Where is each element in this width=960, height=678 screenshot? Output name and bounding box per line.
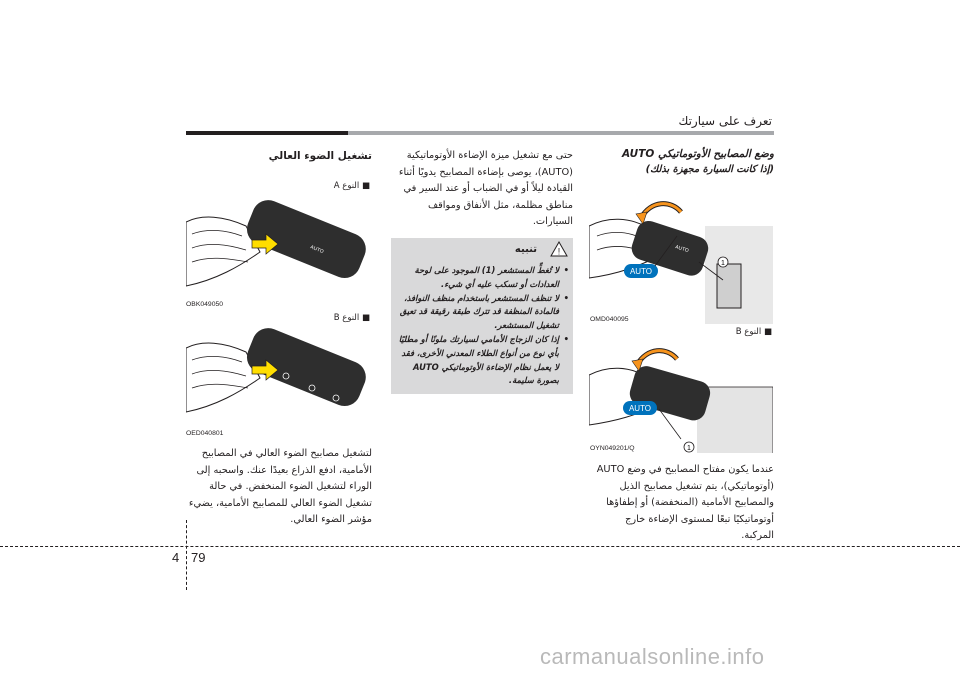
auto-switch-type-b-figure xyxy=(589,343,773,453)
auto-light-subheading: (إذا كانت السيارة مجهزة بذلك) xyxy=(645,164,774,175)
svg-text:AUTO: AUTO xyxy=(674,244,690,255)
high-beam-type-b-figure xyxy=(186,326,370,430)
auto-badge-a: AUTO xyxy=(629,267,653,276)
type-a-label: ■ النوع A xyxy=(333,181,370,191)
watermark: carmanualsonline.info xyxy=(540,644,765,669)
caution-list xyxy=(395,264,569,388)
auto-badge-b: AUTO xyxy=(628,404,652,413)
high-beam-heading: تشغيل الضوء العالي xyxy=(268,150,372,162)
page-header-title: تعرف على سيارتك xyxy=(678,114,772,128)
figure-code-a: OBK049050 xyxy=(186,301,224,308)
high-beam-body: لتشغيل مصابيح الضوء العالي في المصابيح الأمامية، ادفع الذراع بعيدًا عنك. واسحبه إلى الوراء لتشغيل الضوء المنخفض. في حالة تشغيل الضوء العالي للمصابيح الأمامية، يضيء مؤشر الضوء العالي. xyxy=(188,448,372,525)
figure-code-b: OED040801 xyxy=(186,430,224,437)
high-beam-type-a-figure xyxy=(186,196,370,306)
caution-item: • لا تنظف المستشعر باستخدام منظف النوافذ، فالمادة المنظفة قد تترك طبقة رقيقة قد تعيق تشغيل المستشعر. xyxy=(395,292,569,333)
chapter-number: 4 xyxy=(172,550,180,565)
figure-code-a: OMD040095 xyxy=(590,316,629,323)
auto-light-body: عندما يكون مفتاح المصابيح في وضع AUTO (أوتوماتيكي)، يتم تشغيل مصابيح الذيل والمصابيح الأمامية (المنخفضة) أو إطفاؤها أوتوماتيكيًا تبعًا لمستوى الإضاءة خارج المركبة. xyxy=(596,464,774,541)
warning-triangle-icon xyxy=(550,241,568,257)
type-b-label: ■ النوع B xyxy=(333,313,370,323)
header-rule-accent xyxy=(186,131,348,135)
sensor-callout-b: 1 xyxy=(687,445,691,452)
stalk-auto-label: AUTO xyxy=(309,244,325,256)
svg-text:!: ! xyxy=(557,246,561,257)
footer-rule xyxy=(0,546,960,547)
caution-item: • لا تُغطِّ المستشعر (1) الموجود على لوحة العدادات أو تسكب عليه أي شيء. xyxy=(395,264,569,292)
type-b-label: ■ النوع B xyxy=(735,327,772,337)
auto-light-note: حتى مع تشغيل ميزة الإضاءة الأوتوماتيكية (AUTO)، يوصى بإضاءة المصابيح يدويًا أثناء القيادة ليلاً أو في الضباب أو عند السير في مناطق مظلمة، مثل الأنفاق ومواقف السيارات. xyxy=(398,150,573,227)
stalk-off-label: OFF xyxy=(295,266,309,277)
caution-title: تنبيه xyxy=(514,244,537,255)
figure-code-b: OYN049201/Q xyxy=(590,445,635,452)
footer-divider xyxy=(186,520,187,590)
auto-light-heading: وضع المصابيح الأوتوماتيكي AUTO xyxy=(622,148,774,160)
auto-switch-type-a-figure xyxy=(589,196,773,324)
caution-item: • إذا كان الزجاج الأمامي لسيارتك ملونًا أو مطليًا بأي نوع من أنواع الطلاء المعدني الأخرى، فقد لا يعمل نظام الإضاءة الأوتوماتيكي AUTO بصورة سليمة. xyxy=(395,333,569,388)
page-number: 79 xyxy=(191,550,206,565)
sensor-callout-a: 1 xyxy=(721,260,725,267)
